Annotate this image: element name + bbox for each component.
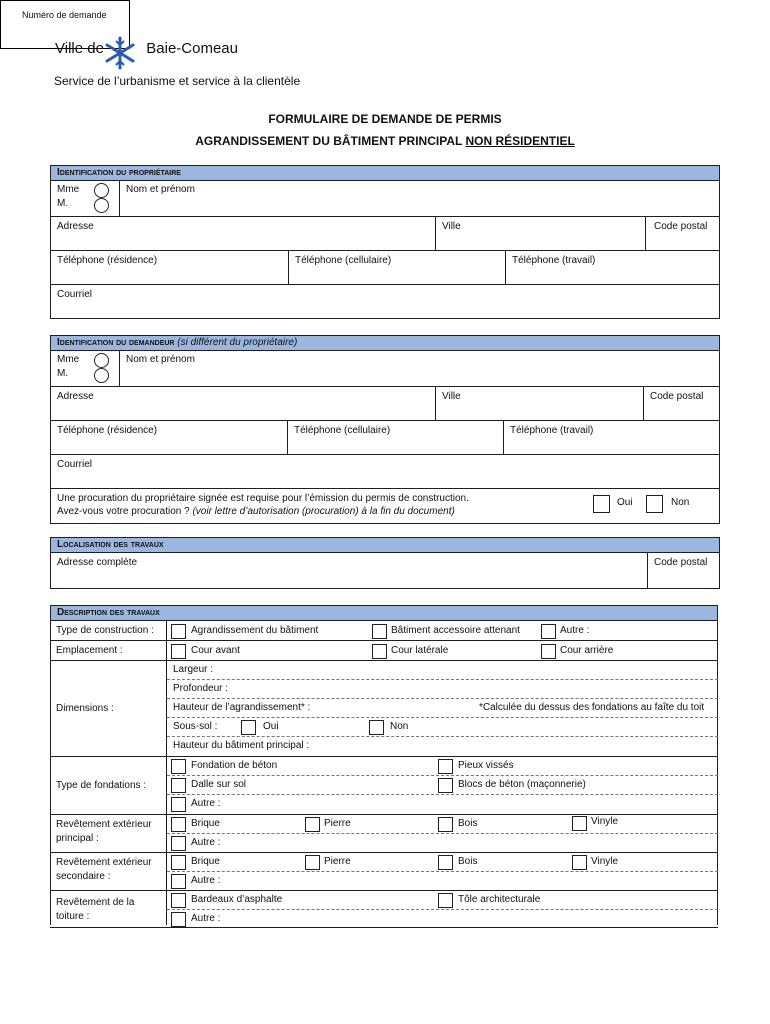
label-code-postal: Code postal <box>654 221 708 232</box>
row-adresse <box>51 217 719 251</box>
checkbox-brique[interactable] <box>171 855 186 870</box>
checkbox-sous-sol-non[interactable] <box>369 720 384 735</box>
row-emplacement <box>50 641 718 661</box>
label-code-postal: Code postal <box>650 391 704 402</box>
field-code-postal[interactable] <box>643 387 719 420</box>
section-description <box>50 605 718 924</box>
field-code-postal[interactable] <box>647 553 719 588</box>
label-nom: Nom et prénom <box>126 184 195 195</box>
row-revetement-toiture-autre: Autre : <box>167 910 718 927</box>
section-proprietaire <box>50 165 720 319</box>
logo <box>55 40 238 57</box>
checkbox-revetement-secondaire-autre[interactable] <box>171 874 186 889</box>
checkbox-dalle-sur-sol[interactable] <box>171 778 186 793</box>
label-adresse: Adresse <box>57 221 94 232</box>
label-dimensions: Dimensions : <box>56 703 114 714</box>
row-courriel[interactable] <box>51 455 719 489</box>
row-adresse-complete <box>51 553 719 588</box>
field-profondeur[interactable]: Profondeur : <box>167 680 718 699</box>
checkbox-pierre[interactable] <box>305 817 320 832</box>
label-sous-sol: Sous-sol : <box>173 721 218 732</box>
checkbox-pierre[interactable] <box>305 855 320 870</box>
field-code-postal[interactable] <box>645 217 719 250</box>
row-revetement-principal-autre: Autre : <box>167 834 718 852</box>
checkbox-revetement-principal-autre[interactable] <box>171 836 186 851</box>
checkbox-fondation-autre[interactable] <box>171 797 186 812</box>
label-courriel: Courriel <box>57 289 93 300</box>
checkbox-procuration-non[interactable] <box>646 495 663 513</box>
label-revetement-toiture-1: Revêtement de la <box>56 897 135 908</box>
procuration-text: Une procuration du propriétaire signée est requise pour l’émission du permis de construction. <box>57 493 469 504</box>
label-tel-residence: Téléphone (résidence) <box>57 425 158 436</box>
row-fondations-1: Fondation de béton Pieux vissés <box>167 757 718 776</box>
label-m: M. <box>57 368 69 379</box>
field-ville[interactable] <box>435 387 644 420</box>
label-type-construction: Type de construction : <box>56 625 154 636</box>
label-emplacement: Emplacement : <box>56 645 123 656</box>
checkbox-pieux-visses[interactable] <box>438 759 453 774</box>
form-subtitle-b: NON RÉSIDENTIEL <box>465 134 575 148</box>
label-adresse-complete: Adresse complète <box>57 557 138 568</box>
section-demandeur-head: Identification du demandeur (si différent du propriétaire) <box>51 336 719 351</box>
hauteur-note: *Calculée du dessus des fondations au faîte du toit <box>479 702 705 713</box>
field-tel-travail[interactable] <box>503 421 719 454</box>
field-nom[interactable] <box>119 351 719 386</box>
row-nom <box>51 351 719 387</box>
section-localisation <box>50 537 720 589</box>
label-agrandissement: Agrandissement du bâtiment <box>191 625 319 636</box>
form-subtitle <box>0 134 770 148</box>
label-cour-arriere: Cour arrière <box>560 645 614 656</box>
row-revetement-toiture: Bardeaux d’asphalte Tôle architecturale <box>167 891 718 910</box>
logo-baie-comeau: Baie-Comeau <box>146 40 238 57</box>
checkbox-cour-arriere[interactable] <box>541 644 556 659</box>
label-ville: Ville <box>442 221 461 232</box>
label-nom: Nom et prénom <box>126 354 195 365</box>
label-non: Non <box>390 721 409 732</box>
checkbox-cour-laterale[interactable] <box>372 644 387 659</box>
dimensions-block <box>50 661 718 757</box>
row-fondations-autre: Autre : <box>167 795 718 813</box>
checkbox-autre-type[interactable] <box>541 624 556 639</box>
checkbox-tole[interactable] <box>438 893 453 908</box>
field-tel-cellulaire[interactable] <box>287 421 504 454</box>
checkbox-vinyle[interactable] <box>572 855 587 870</box>
section-localisation-head: Localisation des travaux <box>51 538 719 553</box>
field-hauteur-agrandissement[interactable]: Hauteur de l’agrandissement* : *Calculée du dessus des fondations au faîte du toit <box>167 699 718 718</box>
checkbox-blocs-beton[interactable] <box>438 778 453 793</box>
row-fondations-2: Dalle sur sol Blocs de béton (maçonnerie) <box>167 776 718 795</box>
revetement-principal-block <box>50 815 718 853</box>
fondations-block <box>50 757 718 815</box>
row-revetement-principal: Brique Pierre Bois Vinyle <box>167 815 718 834</box>
label-oui: Oui <box>263 721 279 732</box>
label-revetement-secondaire-1: Revêtement extérieur <box>56 857 152 868</box>
field-tel-travail[interactable] <box>505 251 719 284</box>
checkbox-bois[interactable] <box>438 855 453 870</box>
label-cour-avant: Cour avant <box>191 645 240 656</box>
checkbox-cour-avant[interactable] <box>171 644 186 659</box>
row-procuration <box>51 489 719 523</box>
label-type-fondations: Type de fondations : <box>56 780 147 791</box>
row-nom <box>51 181 719 217</box>
service-name: Service de l’urbanisme et service à la clientèle <box>54 74 301 88</box>
label-batiment-accessoire: Bâtiment accessoire attenant <box>391 625 520 636</box>
radio-mme[interactable] <box>94 183 109 198</box>
checkbox-agrandissement[interactable] <box>171 624 186 639</box>
revetement-secondaire-block <box>50 853 718 891</box>
label-adresse: Adresse <box>57 391 94 402</box>
label-m: M. <box>57 198 69 209</box>
field-nom[interactable] <box>119 181 719 216</box>
label-tel-travail: Téléphone (travail) <box>512 255 596 266</box>
label-revetement-toiture-2: toiture : <box>56 911 90 922</box>
revetement-toiture-block <box>50 891 718 928</box>
checkbox-batiment-accessoire[interactable] <box>372 624 387 639</box>
checkbox-bardeaux[interactable] <box>171 893 186 908</box>
radio-mme[interactable] <box>94 353 109 368</box>
checkbox-procuration-oui[interactable] <box>593 495 610 513</box>
form-subtitle-a: AGRANDISSEMENT DU BÂTIMENT PRINCIPAL <box>195 134 466 148</box>
row-sous-sol <box>167 718 718 737</box>
checkbox-revetement-toiture-autre[interactable] <box>171 912 186 927</box>
row-revetement-secondaire-autre: Autre : <box>167 872 718 890</box>
label-revetement-principal-2: principal : <box>56 833 99 844</box>
row-courriel[interactable] <box>51 285 719 318</box>
row-telephones <box>51 251 719 285</box>
section-description-head: Description des travaux <box>50 605 718 621</box>
label-revetement-principal-1: Revêtement extérieur <box>56 819 152 830</box>
row-telephones <box>51 421 719 455</box>
numero-demande-label: Numéro de demande <box>22 10 107 20</box>
section-demandeur <box>50 335 720 524</box>
label-courriel: Courriel <box>57 459 93 470</box>
row-type-construction <box>50 621 718 641</box>
label-tel-residence: Téléphone (résidence) <box>57 255 158 266</box>
checkbox-fondation-beton[interactable] <box>171 759 186 774</box>
checkbox-sous-sol-oui[interactable] <box>241 720 256 735</box>
label-tel-cellulaire: Téléphone (cellulaire) <box>295 255 392 266</box>
field-hauteur-batiment[interactable]: Hauteur du bâtiment principal : <box>173 740 310 751</box>
form-title: FORMULAIRE DE DEMANDE DE PERMIS <box>268 112 502 126</box>
label-autre-type: Autre : <box>560 625 590 636</box>
section-proprietaire-head: Identification du propriétaire <box>51 166 719 181</box>
checkbox-vinyle[interactable] <box>572 816 587 831</box>
field-largeur[interactable]: Largeur : <box>167 661 718 680</box>
procuration-question: Avez-vous votre procuration ? (voir lettre d’autorisation (procuration) à la fin du document) <box>57 506 455 517</box>
label-tel-cellulaire: Téléphone (cellulaire) <box>294 425 391 436</box>
snowflake-logo-icon <box>103 36 137 70</box>
radio-m[interactable] <box>94 198 109 213</box>
label-oui: Oui <box>617 497 633 508</box>
checkbox-brique[interactable] <box>171 817 186 832</box>
logo-ville: Ville de <box>55 40 104 57</box>
label-mme: Mme <box>57 184 80 195</box>
field-ville[interactable] <box>435 217 646 250</box>
label-revetement-secondaire-2: secondaire : <box>56 871 111 882</box>
row-adresse <box>51 387 719 421</box>
row-revetement-secondaire: Brique Pierre Bois Vinyle <box>167 853 718 872</box>
checkbox-bois[interactable] <box>438 817 453 832</box>
label-code-postal: Code postal <box>654 557 708 568</box>
label-non: Non <box>671 497 690 508</box>
field-tel-cellulaire[interactable] <box>288 251 506 284</box>
label-mme: Mme <box>57 354 80 365</box>
label-ville: Ville <box>442 391 461 402</box>
label-tel-travail: Téléphone (travail) <box>510 425 594 436</box>
label-cour-laterale: Cour latérale <box>391 645 449 656</box>
radio-m[interactable] <box>94 368 109 383</box>
